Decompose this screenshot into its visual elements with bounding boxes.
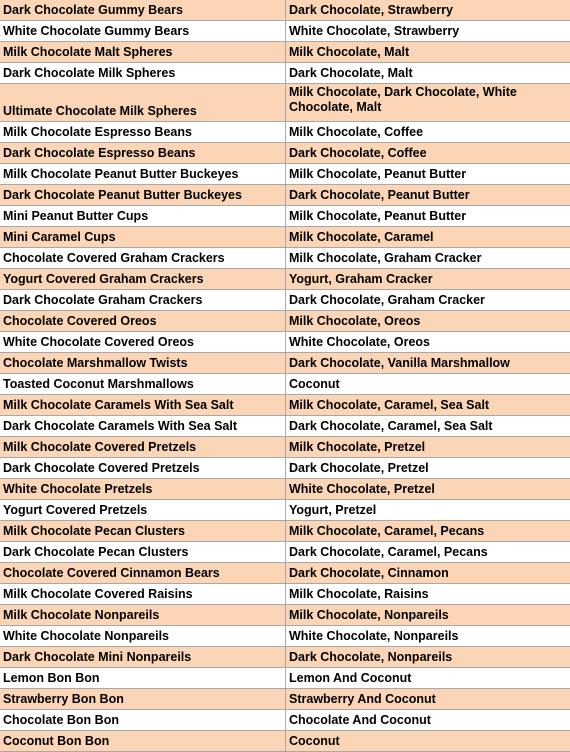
product-ingredients: Milk Chocolate, Malt [286, 42, 570, 63]
product-name: Strawberry Bon Bon [0, 689, 286, 710]
table-row [0, 0, 570, 21]
product-name: Yogurt Covered Graham Crackers [0, 269, 286, 290]
product-ingredients: Dark Chocolate, Caramel, Sea Salt [286, 416, 570, 437]
product-ingredients: Dark Chocolate, Coffee [286, 143, 570, 164]
product-name: Milk Chocolate Covered Pretzels [0, 437, 286, 458]
table-row [0, 248, 570, 269]
product-name: Chocolate Marshmallow Twists [0, 353, 286, 374]
product-ingredients: Dark Chocolate, Strawberry [286, 0, 570, 21]
table-row [0, 227, 570, 248]
product-name: Dark Chocolate Pecan Clusters [0, 542, 286, 563]
table-row [0, 332, 570, 353]
product-ingredients: Milk Chocolate, Coffee [286, 122, 570, 143]
product-ingredients: Milk Chocolate, Peanut Butter [286, 164, 570, 185]
product-ingredients: Milk Chocolate, Nonpareils [286, 605, 570, 626]
product-name: White Chocolate Nonpareils [0, 626, 286, 647]
product-ingredients: Dark Chocolate, Vanilla Marshmallow [286, 353, 570, 374]
product-ingredients: Yogurt, Graham Cracker [286, 269, 570, 290]
table-row [0, 668, 570, 689]
product-name: White Chocolate Gummy Bears [0, 21, 286, 42]
product-name: Milk Chocolate Espresso Beans [0, 122, 286, 143]
product-name: Chocolate Covered Graham Crackers [0, 248, 286, 269]
table-row [0, 84, 570, 122]
product-ingredients: Lemon And Coconut [286, 668, 570, 689]
product-name: Dark Chocolate Peanut Butter Buckeyes [0, 185, 286, 206]
product-ingredients: Dark Chocolate, Peanut Butter [286, 185, 570, 206]
product-ingredients: Milk Chocolate, Pretzel [286, 437, 570, 458]
table-row [0, 290, 570, 311]
product-name: Dark Chocolate Espresso Beans [0, 143, 286, 164]
product-ingredients: Dark Chocolate, Malt [286, 63, 570, 84]
product-name: White Chocolate Pretzels [0, 479, 286, 500]
product-name: Dark Chocolate Mini Nonpareils [0, 647, 286, 668]
product-name: Milk Chocolate Pecan Clusters [0, 521, 286, 542]
product-name: Ultimate Chocolate Milk Spheres [0, 84, 286, 122]
product-name: Milk Chocolate Covered Raisins [0, 584, 286, 605]
product-ingredients: Milk Chocolate, Graham Cracker [286, 248, 570, 269]
product-ingredients: White Chocolate, Pretzel [286, 479, 570, 500]
product-name: Yogurt Covered Pretzels [0, 500, 286, 521]
table-row [0, 122, 570, 143]
table-row [0, 731, 570, 752]
table-row [0, 164, 570, 185]
product-name: Dark Chocolate Covered Pretzels [0, 458, 286, 479]
table-row [0, 626, 570, 647]
product-name: White Chocolate Covered Oreos [0, 332, 286, 353]
table-row [0, 689, 570, 710]
table-row [0, 269, 570, 290]
product-ingredients: Milk Chocolate, Dark Chocolate, White Chocolate, Malt [286, 84, 570, 122]
product-ingredients: Milk Chocolate, Oreos [286, 311, 570, 332]
table-row [0, 605, 570, 626]
table-row [0, 500, 570, 521]
table-row [0, 42, 570, 63]
table-row [0, 395, 570, 416]
product-ingredients: Milk Chocolate, Caramel [286, 227, 570, 248]
product-name: Lemon Bon Bon [0, 668, 286, 689]
product-ingredients: Strawberry And Coconut [286, 689, 570, 710]
table-row [0, 374, 570, 395]
table-row [0, 542, 570, 563]
product-ingredients: White Chocolate, Oreos [286, 332, 570, 353]
product-ingredients: Dark Chocolate, Caramel, Pecans [286, 542, 570, 563]
table-row [0, 311, 570, 332]
product-name: Dark Chocolate Graham Crackers [0, 290, 286, 311]
product-ingredients: Milk Chocolate, Raisins [286, 584, 570, 605]
product-ingredients: Dark Chocolate, Cinnamon [286, 563, 570, 584]
table-row [0, 584, 570, 605]
product-ingredients: Dark Chocolate, Nonpareils [286, 647, 570, 668]
product-ingredients: Milk Chocolate, Caramel, Pecans [286, 521, 570, 542]
product-ingredients: White Chocolate, Strawberry [286, 21, 570, 42]
table-row [0, 710, 570, 731]
product-name: Milk Chocolate Peanut Butter Buckeyes [0, 164, 286, 185]
product-name: Chocolate Covered Oreos [0, 311, 286, 332]
table-row [0, 63, 570, 84]
table-row [0, 479, 570, 500]
product-name: Dark Chocolate Gummy Bears [0, 0, 286, 21]
table-row [0, 416, 570, 437]
product-ingredients: Dark Chocolate, Pretzel [286, 458, 570, 479]
product-ingredients: Milk Chocolate, Peanut Butter [286, 206, 570, 227]
product-name: Milk Chocolate Nonpareils [0, 605, 286, 626]
product-ingredients: Dark Chocolate, Graham Cracker [286, 290, 570, 311]
product-name: Toasted Coconut Marshmallows [0, 374, 286, 395]
product-name: Coconut Bon Bon [0, 731, 286, 752]
table-row [0, 563, 570, 584]
product-name: Milk Chocolate Malt Spheres [0, 42, 286, 63]
product-ingredients: White Chocolate, Nonpareils [286, 626, 570, 647]
product-name: Dark Chocolate Caramels With Sea Salt [0, 416, 286, 437]
table-row [0, 521, 570, 542]
product-name: Chocolate Covered Cinnamon Bears [0, 563, 286, 584]
product-ingredients: Milk Chocolate, Caramel, Sea Salt [286, 395, 570, 416]
table-row [0, 206, 570, 227]
product-name: Chocolate Bon Bon [0, 710, 286, 731]
table-row [0, 353, 570, 374]
table-row [0, 437, 570, 458]
table-row [0, 143, 570, 164]
product-ingredients: Coconut [286, 374, 570, 395]
table-row [0, 185, 570, 206]
table-row [0, 647, 570, 668]
product-ingredients: Chocolate And Coconut [286, 710, 570, 731]
product-ingredients: Yogurt, Pretzel [286, 500, 570, 521]
table-row [0, 21, 570, 42]
product-ingredients: Coconut [286, 731, 570, 752]
product-name: Dark Chocolate Milk Spheres [0, 63, 286, 84]
product-name: Mini Peanut Butter Cups [0, 206, 286, 227]
product-name: Milk Chocolate Caramels With Sea Salt [0, 395, 286, 416]
table-row [0, 458, 570, 479]
product-name: Mini Caramel Cups [0, 227, 286, 248]
